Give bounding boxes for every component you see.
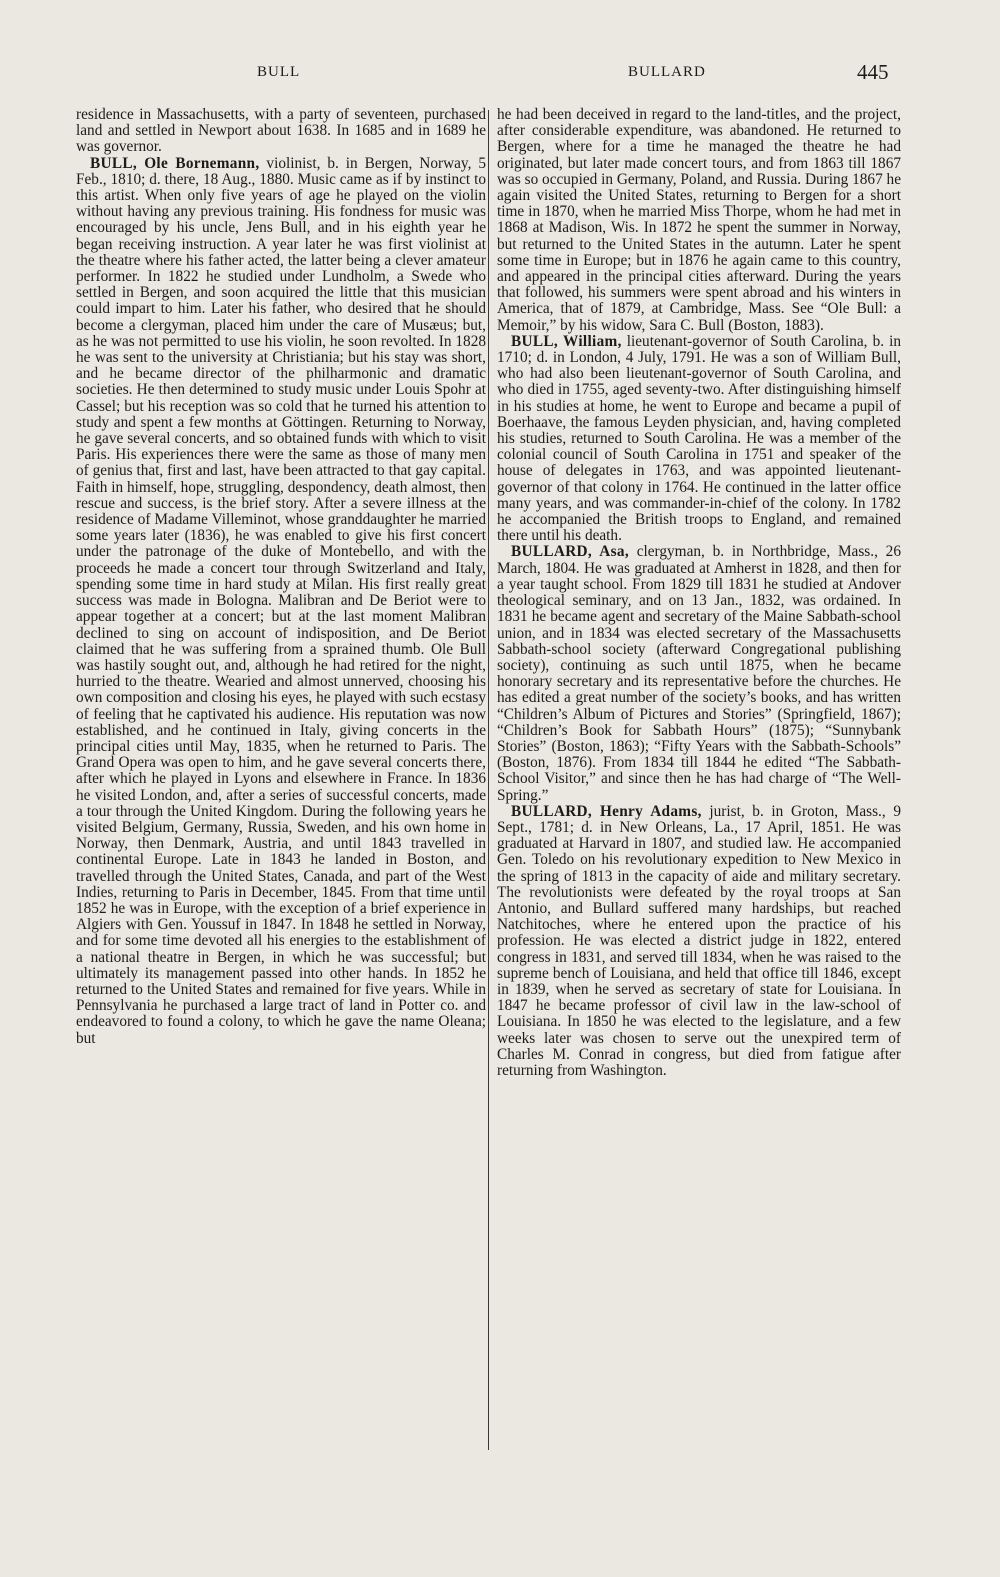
entry-asa-bullard: [497, 544, 901, 803]
right-column: [497, 107, 901, 1079]
entry-text: violinist, b. in Bergen, Norway, 5 Feb., 1810; d. there, 18 Aug., 1880. Music came as if by instinct to this artist. When only five years of age he played on the violin without having any previous training. His fondness for music was encouraged by his uncle, Jens Bull, and in his eighth year he began receiving instruction. A year later he was first violinist at the theatre where his father acted, the latter being a clever amateur performer. In 1822 he studied under Lundholm, a Swede who settled in Bergen, and soon acquired the little that this musician could impart to him. Later his father, who desired that he should become a clergyman, placed him under the care of Musæus; but, as he was not permitted to use his violin, he soon revolted. In 1828 he was sent to the university at Christiania; but his stay was short, and he became director of the philharmonic and dramatic societies. He then determined to study music under Louis Spohr at Cassel; but his reception was so cold that he turned his attention to study and spent a few months at Göttingen. Returning to Norway, he gave several concerts, and so obtained funds with which to visit Paris. His experiences there were the same as those of many men of genius that, first and last, have been attracted to that gay capital. Faith in himself, hope, struggling, despondency, death almost, then rescue and success, is the brief story. After a severe illness at the residence of Madame Villeminot, whose granddaughter he married some years later (1836), he was enabled to give his first concert under the patronage of the duke of Montebello, and with the proceeds he made a concert tour through Switzerland and Italy, spending some time in hard study at Milan. His first really great success was made in Bologna. Malibran and De Beriot were to appear together at a concert; but at the last moment Malibran declined to sing on account of indisposition, and De Beriot claimed that he was suffering from a sprained thumb. Ole Bull was hastily sought out, and, although he had retired for the night, hurried to the theatre. Wearied and almost unnerved, choosing his own composition and closing his eyes, he played with such ecstasy of feeling that he captivated his audience. His reputation was now established, and he continued in Italy, giving concerts in the principal cities until May, 1835, when he returned to Paris. The Grand Opera was open to him, and he gave several concerts there, after which he played in Lyons and elsewhere in France. In 1836 he visited London, and, after a series of successful concerts, made a tour through the United Kingdom. During the following years he visited Belgium, Germany, Russia, Sweden, and his own home in Norway, then Denmark, Austria, and until 1843 travelled in continental Europe. Late in 1843 he landed in Boston, and travelled through the United States, Canada, and part of the West Indies, returning to Paris in December, 1845. From that time until 1852 he was in Europe, with the exception of a brief experience in Algiers with Gen. Youssuf in 1847. In 1848 he settled in Norway, and for some time devoted all his energies to the establishment of a national theatre in Bergen, in which he was successful; but ultimately its management passed into other hands. In 1852 he returned to the United States and remained for five years. While in Pennsylvania he purchased a large tract of land in Potter co. and endeavored to found a colony, to which he gave the name Oleana; but: [76, 154, 486, 1047]
entry-continuation: residence in Massachusetts, with a party of seventeen, purchased land and settled in Newport about 1638. In 1685 and in 1689 he was governor.: [76, 106, 486, 156]
entry-text: lieutenant-governor of South Carolina, b. in 1710; d. in London, 4 July, 1791. He was a son of William Bull, who had also been lieutenant-governor of South Carolina, and who died in 1755, aged seventy-two. After distinguishing himself in his studies at home, he went to Europe and became a pupil of Boerhaave, the famous Leyden physician, and, having completed his studies, returned to South Carolina. He was a member of the colonial council of South Carolina in 1751 and speaker of the house of delegates in 1763, and was appointed lieutenant-governor of that colony in 1764. He continued in the latter office many years, and was commander-in-chief of the colony. In 1782 he accompanied the British troops to England, and remained there until his death.: [497, 332, 901, 545]
entry-headword: BULL, William,: [511, 332, 622, 350]
entry-william-bull: [497, 334, 901, 545]
entry-headword: BULLARD, Asa,: [511, 543, 629, 561]
running-header: [0, 62, 1000, 86]
column-divider: [488, 110, 489, 1450]
header-left-word: BULL: [257, 64, 301, 80]
entry-headword: BULL, Ole Bornemann,: [90, 154, 260, 172]
page-number: 445: [857, 60, 889, 84]
left-column: [76, 107, 486, 1047]
header-right-word: BULLARD: [628, 64, 706, 80]
entry-text: clergyman, b. in Northbridge, Mass., 26 March, 1804. He was graduated at Amherst in 1828, and then for a year taught school. From 1829 till 1831 he studied at Andover theological seminary, and on 13 Jan., 1832, was ordained. In 1831 he became agent and secretary of the Maine Sabbath-school union, and in 1834 was elected secretary of the Massachusetts Sabbath-school society (afterward Congregational publishing society), continuing as such until 1875, when he became honorary secretary and its representative before the churches. He has edited a great number of the society’s books, and has written “Children’s Album of Pictures and Stories” (Springfield, 1867); “Children’s Book for Sabbath Hours” (1875); “Sunnybank Stories” (Boston, 1863); “Fifty Years with the Sabbath-Schools” (Boston, 1876). From 1834 till 1844 he edited “The Sabbath-School Visitor,” and since then he has had charge of “The Well-Spring.”: [497, 543, 901, 804]
entry-text: jurist, b. in Groton, Mass., 9 Sept., 1781; d. in New Orleans, La., 17 April, 1851. He was graduated at Harvard in 1807, and studied law. He accompanied Gen. Toledo on his revolutionary expedition to New Mexico in the spring of 1813 in the capacity of aide and military secretary. The revolutionists were defeated by the royal troops at San Antonio, and Bullard suffered many hardships, but reached Natchitoches, where he entered upon the practice of his profession. He was elected a district judge in 1822, entered congress in 1831, and served till 1834, when he was raised to the supreme bench of Louisiana, and held that office till 1846, except in 1839, when he served as secretary of state for Louisiana. In 1847 he became professor of civil law in the law-school of Louisiana. In 1850 he was elected to the legislature, and a few weeks later was chosen to serve out the unexpired term of Charles M. Conrad in congress, but died from fatigue after returning from Washington.: [497, 802, 901, 1079]
entry-continuation: he had been deceived in regard to the land-titles, and the project, after considerable expenditure, was abandoned. He returned to Bergen, where for a time he managed the theatre he had originated, but later made concert tours, and from 1863 till 1867 was so occupied in Germany, Poland, and Russia. During 1867 he again visited the United States, returning to Bergen for a short time in 1870, when he married Miss Thorpe, whom he had met in 1868 at Madison, Wis. In 1872 he spent the summer in Norway, but returned to the United States in the autumn. Later he spent some time in Europe; but in 1876 he again came to this country, and appeared in the principal cities afterward. During the years that followed, his summers were spent abroad and his winters in America, that of 1879, at Cambridge, Mass. See “Ole Bull: a Memoir,” by his widow, Sara C. Bull (Boston, 1883).: [497, 106, 901, 334]
entry-henry-adams-bullard: [497, 804, 901, 1079]
entry-headword: BULLARD, Henry Adams,: [511, 802, 702, 820]
entry-ole-bull: [76, 156, 486, 1047]
